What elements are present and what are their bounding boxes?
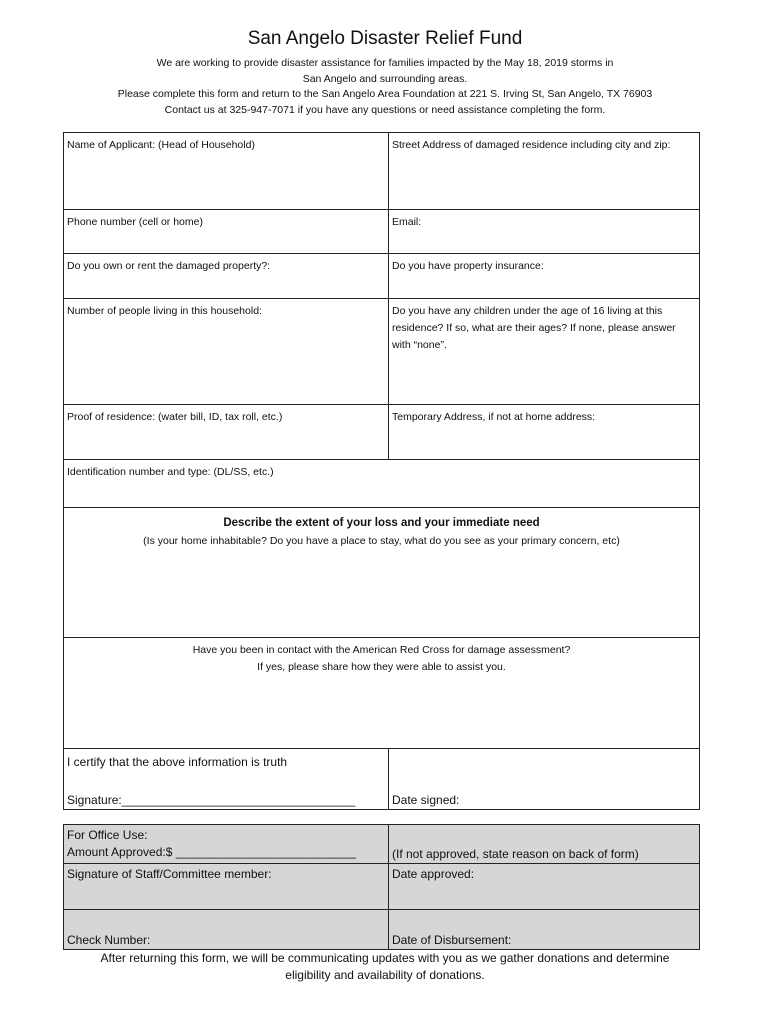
- amount-approved-label: Amount Approved:$ ___________________________: [67, 845, 356, 859]
- signature-field[interactable]: [64, 749, 389, 810]
- amount-approved-field[interactable]: [64, 825, 389, 864]
- field-label: Phone number (cell or home): [67, 216, 203, 228]
- field-label: Name of Applicant: (Head of Household): [67, 139, 255, 151]
- loss-title: Describe the extent of your loss and your immediate need: [223, 517, 540, 529]
- footer-line: eligibility and availability of donations.: [285, 968, 485, 982]
- street-address-field[interactable]: [389, 133, 700, 210]
- footer-line: After returning this form, we will be communicating updates with you as we gather donations and determine: [100, 951, 670, 965]
- date-approved-field[interactable]: [389, 864, 700, 910]
- footer-note: [0, 950, 770, 984]
- field-label: Do you own or rent the damaged property?:: [67, 260, 271, 272]
- date-approved-label: Date approved:: [392, 867, 475, 881]
- office-use-label: For Office Use:: [67, 828, 148, 842]
- field-label: Proof of residence: (water bill, ID, tax roll, etc.): [67, 411, 283, 423]
- phone-field[interactable]: [64, 210, 389, 254]
- field-label: Identification number and type: (DL/SS, etc.): [67, 466, 274, 478]
- field-label: Email:: [392, 216, 422, 228]
- field-label: Street Address of damaged residence including city and zip:: [392, 139, 671, 151]
- check-number-field[interactable]: [64, 910, 389, 950]
- office-use-section: [63, 824, 700, 950]
- red-cross-question: Have you been in contact with the American Red Cross for damage assessment?: [192, 644, 571, 656]
- signature-line: Signature:___________________________________: [67, 793, 356, 807]
- proof-residence-field[interactable]: [64, 405, 389, 460]
- page-title: San Angelo Disaster Relief Fund: [247, 28, 523, 49]
- intro-line: San Angelo and surrounding areas.: [302, 72, 468, 85]
- red-cross-field[interactable]: [64, 638, 700, 749]
- certify-statement: I certify that the above information is truth: [67, 755, 288, 769]
- email-field[interactable]: [389, 210, 700, 254]
- not-approved-field[interactable]: [389, 825, 700, 864]
- intro-line: Contact us at 325-947-7071 if you have any questions or need assistance completing the form.: [164, 103, 606, 116]
- field-label: Temporary Address, if not at home address:: [392, 411, 596, 423]
- staff-signature-field[interactable]: [64, 864, 389, 910]
- intro-text: [0, 56, 770, 118]
- loss-description-field[interactable]: [64, 508, 700, 638]
- staff-signature-label: Signature of Staff/Committee member:: [67, 867, 272, 881]
- own-rent-field[interactable]: [64, 254, 389, 299]
- not-approved-note: (If not approved, state reason on back of form): [392, 847, 639, 861]
- children-field[interactable]: [389, 299, 700, 405]
- id-number-field[interactable]: [64, 460, 700, 508]
- date-disbursement-label: Date of Disbursement:: [392, 933, 512, 947]
- field-label: Number of people living in this household:: [67, 305, 262, 317]
- intro-line: Please complete this form and return to the San Angelo Area Foundation at 221 S. Irving St, San Angelo, TX 76903: [117, 88, 653, 100]
- red-cross-followup: If yes, please share how they were able to assist you.: [257, 661, 506, 673]
- date-signed-label: Date signed:: [392, 793, 460, 807]
- loss-subtitle: (Is your home inhabitable? Do you have a place to stay, what do you see as your primary concern, etc): [143, 535, 620, 547]
- field-label: Do you have property insurance:: [392, 260, 544, 272]
- date-signed-field[interactable]: [389, 749, 700, 810]
- temp-address-field[interactable]: [389, 405, 700, 460]
- intro-line: We are working to provide disaster assistance for families impacted by the May 18, 2019 storms in: [156, 57, 614, 69]
- household-count-field[interactable]: [64, 299, 389, 405]
- applicant-name-field[interactable]: [64, 133, 389, 210]
- check-number-label: Check Number:: [67, 933, 151, 947]
- date-disbursement-field[interactable]: [389, 910, 700, 950]
- insurance-field[interactable]: [389, 254, 700, 299]
- application-form: [63, 132, 700, 810]
- form-header: [0, 28, 770, 118]
- field-label: Do you have any children under the age of 16 living at this residence? If so, what are their ages? If none, please answer with “none”.: [392, 305, 676, 351]
